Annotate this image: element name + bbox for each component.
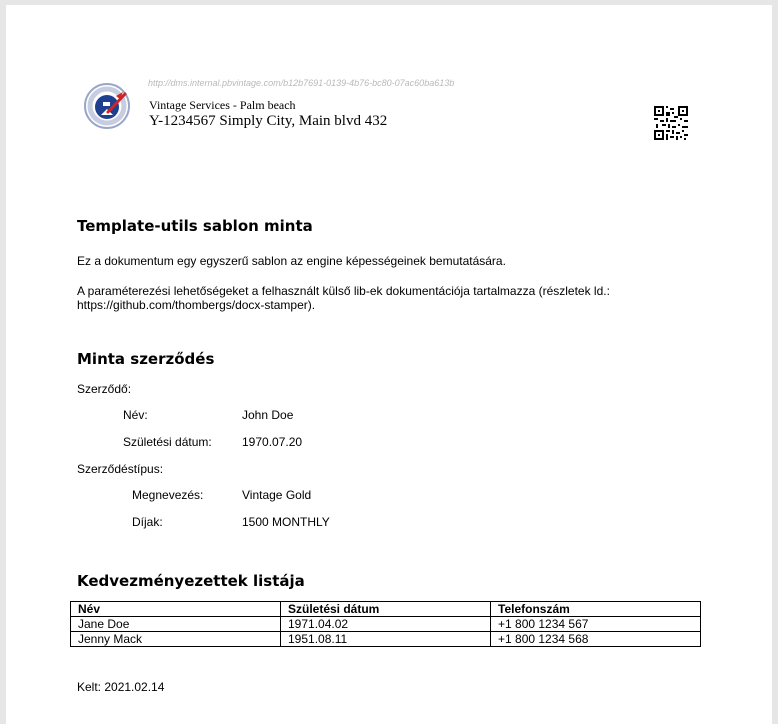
beneficiary-phone: +1 800 1234 568 [491,632,701,647]
table-row [71,632,701,647]
birth-date-label: Születési dátum: [123,435,212,449]
beneficiaries-table [70,601,701,647]
beneficiary-birth-date: 1971.04.02 [281,617,491,632]
section-title-contract: Minta szerződés [77,350,215,368]
beneficiary-phone: +1 800 1234 567 [491,617,701,632]
beneficiary-name: Jane Doe [71,617,281,632]
contract-type-label: Szerződéstípus: [77,462,164,476]
section-title-template: Template-utils sablon minta [77,217,313,235]
table-row [71,617,701,632]
section-title-beneficiaries: Kedvezményezettek listája [77,572,305,590]
document-url: http://dms.internal.pbvintage.com/b12b7691-0139-4b76-bc80-07ac60ba613b [148,78,455,88]
product-label: Megnevezés: [132,488,204,502]
document-page [6,5,772,724]
party-label: Szerződő: [77,382,132,396]
intro-paragraph: Ez a dokumentum egy egyszerű sablon az engine képességeinek bemutatására. [77,254,506,268]
product-value: Vintage Gold [242,488,312,502]
document-date: Kelt: 2021.02.14 [77,680,165,694]
fee-label: Díjak: [132,515,163,529]
company-name: Vintage Services - Palm beach [149,98,296,112]
vintage-services-seal-icon [83,82,131,130]
fee-value: 1500 MONTHLY [242,515,330,529]
column-header-birth-date: Születési dátum [281,602,491,617]
qr-code-icon [654,106,688,140]
company-address: Y-1234567 Simply City, Main blvd 432 [149,113,388,129]
name-value: John Doe [242,408,294,422]
column-header-phone: Telefonszám [491,602,701,617]
beneficiary-birth-date: 1951.08.11 [281,632,491,647]
beneficiary-name: Jenny Mack [71,632,281,647]
params-paragraph-line2: https://github.com/thombergs/docx-stamper). [77,298,316,312]
birth-date-value: 1970.07.20 [242,435,303,449]
table-header-row [71,602,701,617]
column-header-name: Név [71,602,281,617]
params-paragraph-line1: A paraméterezési lehetőségeket a felhasznált külső lib-ek dokumentációja tartalmazza (részletek ld.: [77,284,610,298]
name-label: Név: [123,408,148,422]
